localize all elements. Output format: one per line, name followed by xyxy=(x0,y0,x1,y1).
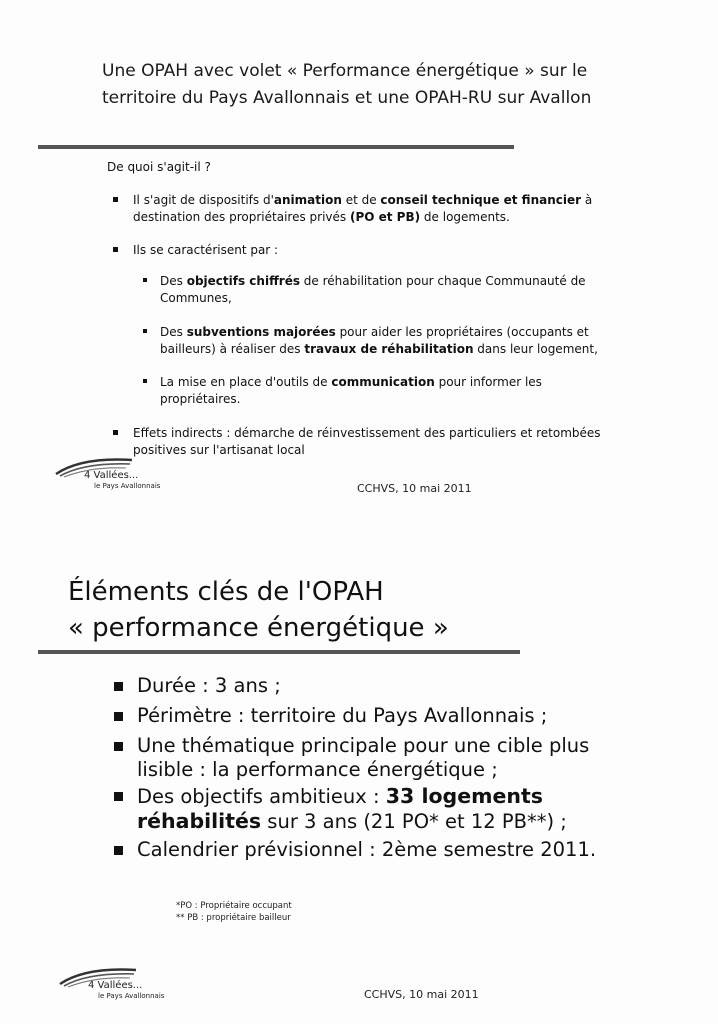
slide-1-footer: CCHVS, 10 mai 2011 xyxy=(357,482,472,495)
sub-bullet-objectifs xyxy=(160,273,610,307)
slide-2-title-line2: « performance énergétique » xyxy=(68,613,449,643)
logo-4-vallees-2 xyxy=(58,966,178,1002)
text-run: La mise en place d'outils de xyxy=(160,375,332,389)
slide-2-title-line1: Éléments clés de l'OPAH xyxy=(68,577,384,607)
text-run: pour informer les propriétaires. xyxy=(160,375,542,406)
slide-1-title-line1: Une OPAH avec volet « Performance énergétique » sur le xyxy=(102,61,588,81)
item-perimetre xyxy=(137,704,657,728)
bullet-square-icon xyxy=(114,792,123,801)
footnotes xyxy=(176,900,292,924)
logo-line1: 4 Vallées... xyxy=(88,980,143,991)
logo-line2: le Pays Avallonnais xyxy=(94,482,161,490)
item-objectifs-text xyxy=(137,785,567,833)
slide-1-title-line2: territoire du Pays Avallonnais et une OPAH-RU sur Avallon xyxy=(102,88,592,108)
sub-bullet-communication-text xyxy=(160,374,600,408)
text-bold: objectifs chiffrés xyxy=(186,274,300,288)
bullet-caracterisent-text: Ils se caractérisent par : xyxy=(133,243,279,257)
bullet-square-icon xyxy=(113,247,118,252)
text-run: Il s'agit de dispositifs d' xyxy=(133,193,274,207)
bullet-square-icon xyxy=(143,379,147,383)
footnote-pb: ** PB : propriétaire bailleur xyxy=(176,913,291,923)
text-bold: (PO et PB) xyxy=(349,210,421,224)
text-bold: 33 logements réhabilités xyxy=(137,784,543,833)
text-run: Des xyxy=(160,325,187,339)
text-run: de réhabilitation pour chaque Communauté de Communes, xyxy=(160,274,586,305)
slide-1-title xyxy=(102,58,622,112)
text-bold: conseil technique et financier xyxy=(380,193,582,207)
bullet-effets-text: Effets indirects : démarche de réinvestissement des particuliers et retombées positives sur l'artisanat local xyxy=(133,426,601,457)
slide-2-title-rule xyxy=(38,650,520,654)
text-bold: travaux de réhabilitation xyxy=(304,342,474,356)
bullet-square-icon xyxy=(143,278,147,282)
sub-bullet-communication xyxy=(160,374,600,408)
bullet-caracterisent xyxy=(133,242,613,259)
text-run: de logements. xyxy=(420,210,510,224)
text-bold: animation xyxy=(273,193,342,207)
item-perimetre-text: Périmètre : territoire du Pays Avallonnais ; xyxy=(137,704,548,727)
text-bold: subventions majorées xyxy=(186,325,336,339)
text-run: Des objectifs ambitieux : xyxy=(137,785,386,808)
bullet-square-icon xyxy=(114,712,123,721)
text-run: et de xyxy=(341,193,381,207)
text-run: Des xyxy=(160,274,187,288)
slide-1-title-rule xyxy=(38,145,514,149)
bullet-square-icon xyxy=(113,197,118,202)
sub-bullet-objectifs-text xyxy=(160,273,610,307)
item-duree-text: Durée : 3 ans ; xyxy=(137,674,281,697)
text-run: pour aider les propriétaires (occupants et bailleurs) à réaliser des xyxy=(160,325,589,356)
logo-4-vallees xyxy=(54,456,174,492)
bullet-square-icon xyxy=(114,846,123,855)
bullet-square-icon xyxy=(143,329,147,333)
bullet-square-icon xyxy=(113,430,118,435)
footnote-po: *PO : Propriétaire occupant xyxy=(176,901,292,911)
bullet-square-icon xyxy=(114,682,123,691)
text-bold: communication xyxy=(331,375,435,389)
text-run: sur 3 ans (21 PO* et 12 PB**) ; xyxy=(261,810,567,833)
logo-line2: le Pays Avallonnais xyxy=(98,992,165,1000)
text-run: dans leur logement, xyxy=(473,342,598,356)
bullet-effets xyxy=(133,425,643,459)
bullet-square-icon xyxy=(114,742,123,751)
text-run: à destination des propriétaires privés xyxy=(133,193,593,224)
slide-1-question: De quoi s'agit-il ? xyxy=(107,160,211,174)
item-thematique-text: Une thématique principale pour une cible plus lisible : la performance énergétique ; xyxy=(137,734,590,781)
bullet-dispositifs xyxy=(133,192,603,226)
slide-2-footer: CCHVS, 10 mai 2011 xyxy=(364,988,479,1001)
sub-bullet-subventions xyxy=(160,324,610,358)
item-objectifs xyxy=(137,784,657,834)
slide-2-title xyxy=(68,574,588,646)
item-calendrier-text: Calendrier prévisionnel : 2ème semestre 2011. xyxy=(137,838,597,861)
bullet-dispositifs-text xyxy=(133,192,603,226)
logo-line1: 4 Vallées... xyxy=(84,470,139,481)
sub-bullet-subventions-text xyxy=(160,324,610,358)
item-thematique xyxy=(137,734,637,782)
item-calendrier xyxy=(137,838,617,862)
item-duree xyxy=(137,674,657,698)
